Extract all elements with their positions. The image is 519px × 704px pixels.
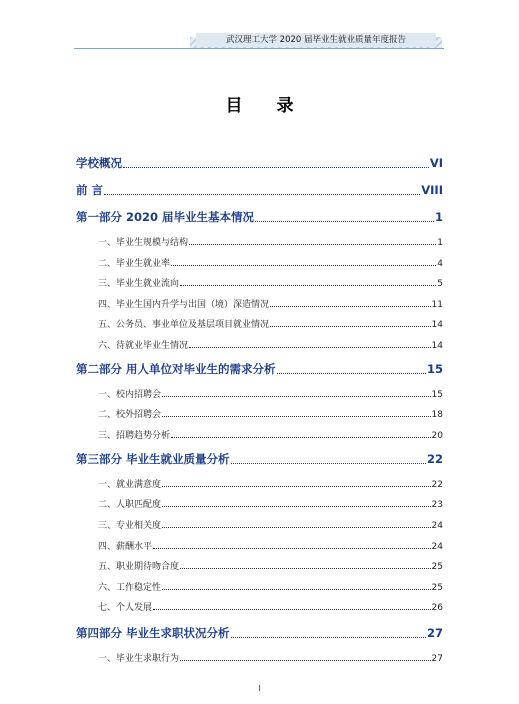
toc-entry-title: 二、校外招聘会 (98, 410, 162, 420)
toc-entry[interactable] (98, 407, 443, 420)
toc-entry[interactable] (98, 518, 443, 531)
toc-entry-page: 18 (431, 410, 443, 420)
toc-entry-page: 1 (434, 210, 443, 224)
toc-leader-dots (277, 372, 426, 374)
toc-entry-title: 六、待就业毕业生情况 (98, 341, 189, 351)
toc-title: 目 录 (225, 96, 308, 116)
toc-leader-dots (171, 264, 436, 266)
toc-entry-title: 七、个人发展 (98, 603, 153, 613)
toc-entry[interactable] (98, 235, 443, 248)
toc-entry[interactable] (76, 182, 443, 198)
toc-entry-title: 一、就业满意度 (98, 480, 162, 490)
toc-entry-page: 24 (431, 521, 443, 531)
toc-entry[interactable] (76, 155, 443, 171)
toc-entry-title: 五、职业期待吻合度 (98, 562, 180, 572)
toc-entry[interactable] (76, 625, 443, 641)
toc-leader-dots (180, 567, 431, 569)
page-number: I (258, 684, 261, 693)
toc-entry-page: 23 (431, 500, 443, 510)
toc-entry-title: 第四部分 毕业生求职状况分析 (76, 626, 230, 640)
toc-entry-page: 20 (431, 431, 443, 441)
toc-entry-page: 5 (437, 279, 443, 289)
toc-leader-dots (162, 485, 431, 487)
toc-entry-page: 24 (431, 542, 443, 552)
toc-leader-dots (171, 436, 431, 438)
toc-entry-page: VI (429, 156, 443, 170)
toc-entry-page: 14 (431, 341, 443, 351)
toc-entry[interactable] (98, 559, 443, 572)
toc-entry-title: 二、人职匹配度 (98, 500, 162, 510)
toc-entry-page: 11 (431, 300, 443, 310)
toc-entry-title: 一、毕业生求职行为 (98, 654, 180, 664)
toc-entry-page: 25 (431, 583, 443, 593)
toc-leader-dots (104, 193, 420, 195)
toc-entry[interactable] (98, 580, 443, 593)
toc-leader-dots (153, 547, 431, 549)
toc-entry[interactable] (98, 317, 443, 330)
toc-entry-title: 二、毕业生就业率 (98, 259, 171, 269)
toc-leader-dots (231, 636, 426, 638)
toc-entry-page: 15 (431, 390, 443, 400)
toc-leader-dots (270, 305, 431, 307)
toc-entry-title: 一、毕业生规模与结构 (98, 238, 189, 248)
toc-leader-dots (255, 220, 434, 222)
toc-leader-dots (162, 526, 431, 528)
toc-entry-title: 一、校内招聘会 (98, 390, 162, 400)
toc-entry-page: 26 (431, 603, 443, 613)
toc-leader-dots (162, 415, 431, 417)
toc-leader-dots (123, 166, 429, 168)
toc-entry-title: 四、毕业生国内升学与出国（境）深造情况 (98, 300, 270, 310)
toc-entry-page: 25 (431, 562, 443, 572)
toc-leader-dots (231, 462, 426, 464)
toc-entry-page: 27 (426, 626, 443, 640)
toc-entry[interactable] (98, 297, 443, 310)
toc-leader-dots (162, 588, 431, 590)
toc-leader-dots (180, 659, 431, 661)
toc-entry-page: 1 (437, 238, 443, 248)
toc-entry-title: 第二部分 用人单位对毕业生的需求分析 (76, 362, 276, 376)
toc-leader-dots (189, 346, 431, 348)
running-header: 武汉理工大学 2020 届毕业生就业质量年度报告 (196, 33, 436, 47)
toc-entry-title: 五、公务员、事业单位及基层项目就业情况 (98, 320, 270, 330)
toc-entry[interactable] (98, 276, 443, 289)
toc-leader-dots (180, 284, 436, 286)
toc-entry[interactable] (98, 256, 443, 269)
toc-entry[interactable] (76, 361, 443, 377)
toc-entry-title: 六、工作稳定性 (98, 583, 162, 593)
toc-entry-page: 15 (426, 362, 443, 376)
toc-leader-dots (153, 608, 431, 610)
toc-entry-title: 三、毕业生就业流向 (98, 279, 180, 289)
toc-entry-title: 第一部分 2020 届毕业生基本情况 (76, 210, 255, 224)
toc-entry-title: 四、薪酬水平 (98, 542, 153, 552)
toc-leader-dots (162, 505, 431, 507)
toc-entry[interactable] (98, 477, 443, 490)
toc-entry-page: 14 (431, 320, 443, 330)
toc-entry-title: 前 言 (76, 183, 104, 197)
toc-entry-title: 三、招聘趋势分析 (98, 431, 171, 441)
toc-entry[interactable] (98, 497, 443, 510)
toc-entry-page: 4 (437, 259, 443, 269)
toc-entry[interactable] (98, 651, 443, 664)
toc-entry-page: 22 (426, 452, 443, 466)
toc-entry[interactable] (98, 600, 443, 613)
toc-entry[interactable] (98, 387, 443, 400)
toc-entry-title: 学校概况 (76, 156, 122, 170)
toc-entry-page: 27 (431, 654, 443, 664)
toc-entry-page: 22 (431, 480, 443, 490)
toc-entry-page: VIII (421, 183, 443, 197)
toc-leader-dots (189, 243, 436, 245)
toc-leader-dots (270, 325, 431, 327)
toc-entry[interactable] (98, 539, 443, 552)
toc-entry[interactable] (76, 451, 443, 467)
toc-entry[interactable] (98, 428, 443, 441)
toc-leader-dots (162, 395, 431, 397)
toc-entry-title: 三、专业相关度 (98, 521, 162, 531)
toc-entry-title: 第三部分 毕业生就业质量分析 (76, 452, 230, 466)
toc-entry[interactable] (98, 338, 443, 351)
toc-entry[interactable] (76, 209, 443, 225)
